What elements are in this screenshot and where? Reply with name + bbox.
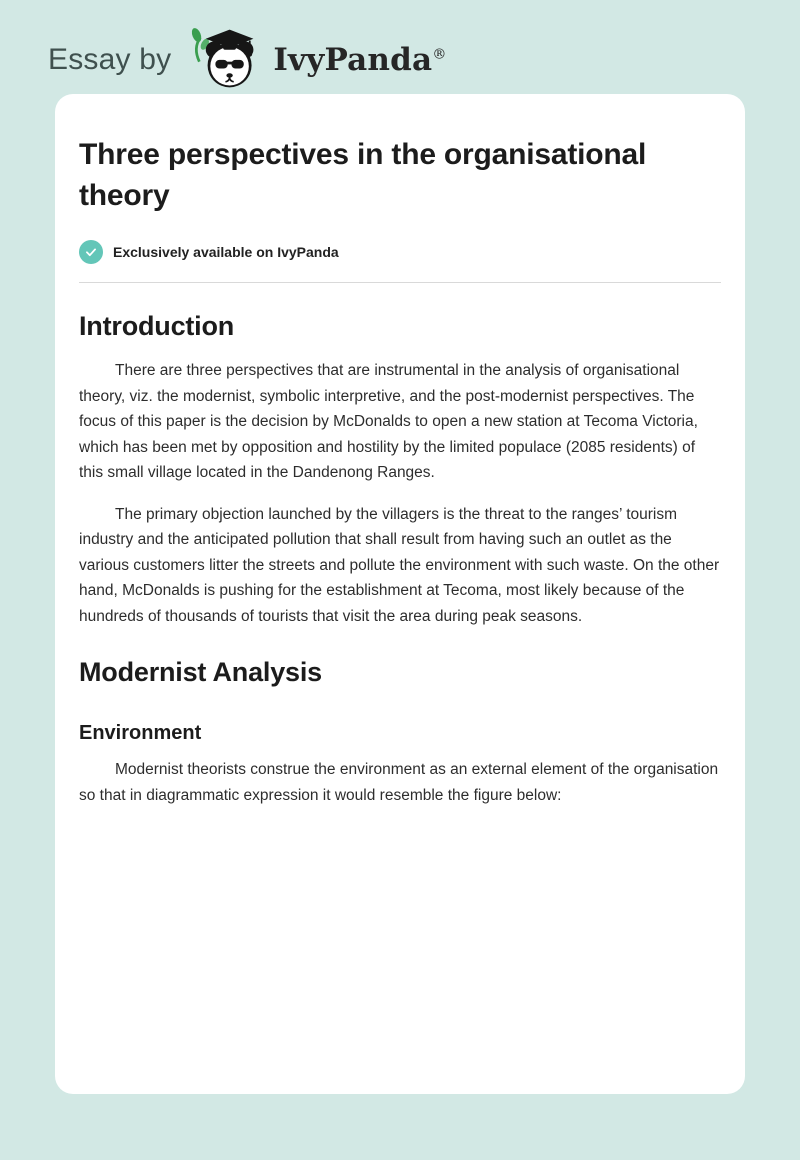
article-card [55,94,745,1094]
divider [79,282,721,283]
check-icon [79,240,103,264]
registered-mark: ® [432,46,447,63]
brand-logo [187,25,446,96]
availability-label: Exclusively available on IvyPanda [113,244,339,261]
availability-badge [79,240,721,264]
article-title: Three perspectives in the organisational theory [79,138,647,213]
essay-by-label: Essay by [48,43,172,76]
section-heading-introduction: Introduction [79,311,235,342]
environment-paragraph-1: Modernist theorists construe the environment as an external element of the organisation so that in diagrammatic expression it would resemble the figure below: [79,761,719,804]
introduction-paragraph-1: There are three perspectives that are instrumental in the analysis of organisational theory, viz. the modernist, symbolic interpretive, and the post-modernist perspectives. The focus of this paper is the decision by McDonalds to open a new station at Tecoma Victoria, which has been met by opposition and hostility by the limited populace (2085 residents) of this small village located in the Dandenong Ranges. [79,362,698,482]
brand-name: IvyPanda® [273,42,447,78]
panda-graduate-icon [187,25,263,96]
introduction-paragraph-2: The primary objection launched by the villagers is the threat to the ranges’ tourism industry and the anticipated pollution that shall result from having such an outlet as the various customers litter the streets and pollute the environment with such waste. On the other hand, McDonalds is pushing for the establishment at Tecoma, most likely because of the hundreds of thousands of tourists that visit the area during peak seasons. [79,505,720,625]
header [0,0,800,86]
section-heading-modernist-analysis: Modernist Analysis [79,657,322,688]
sub-heading-environment: Environment [79,722,202,745]
